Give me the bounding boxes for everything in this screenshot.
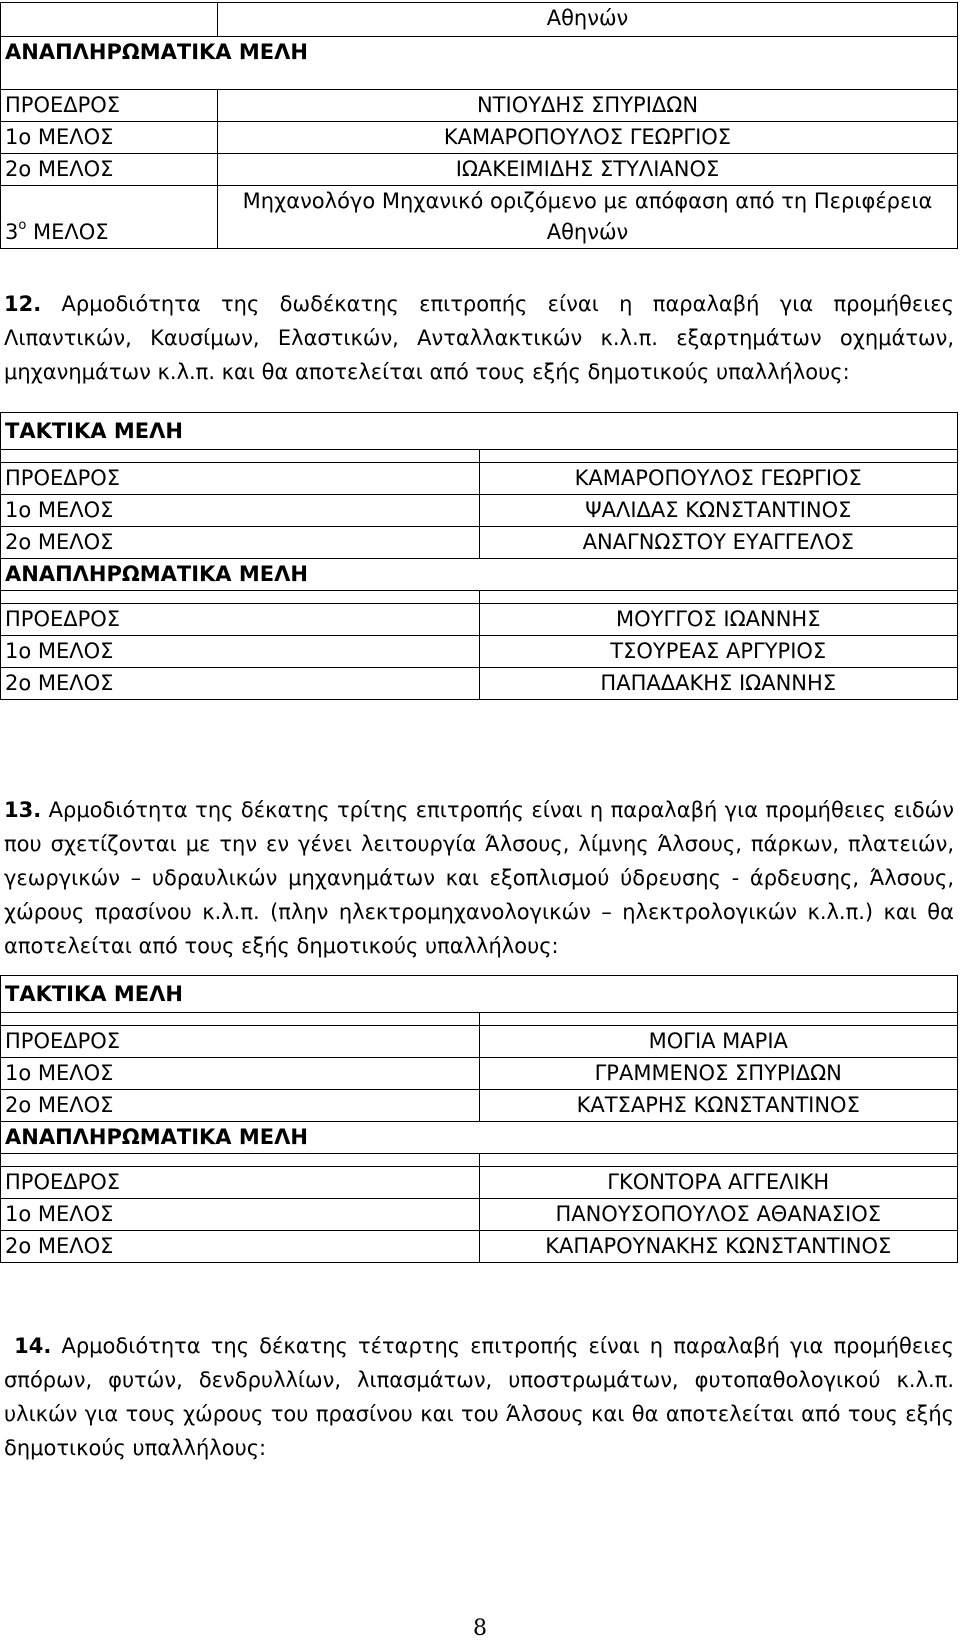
top-committee-table [0,2,958,249]
name-cell: ΙΩΑΚΕΙΜΙΔΗΣ ΣΤΥΛΙΑΝΟΣ [218,154,958,186]
role-cell: 2ο ΜΕΛΟΣ [1,668,480,700]
regular-members-header: ΤΑΚΤΙΚΑ ΜΕΛΗ [1,976,958,1013]
role-cell: ΠΡΟΕΔΡΟΣ [1,90,218,122]
role-cell: 1ο ΜΕΛΟΣ [1,1058,480,1090]
section-12-committee-table [0,412,958,700]
alternate-members-header: ΑΝΑΠΛΗΡΩΜΑΤΙΚΑ ΜΕΛΗ [1,559,958,591]
continued-text: Αθηνών [218,3,958,37]
name-cell: ΜΟΥΓΓΟΣ ΙΩΑΝΝΗΣ [479,604,958,636]
regular-members-header: ΤΑΚΤΙΚΑ ΜΕΛΗ [1,413,958,450]
role-cell: 1ο ΜΕΛΟΣ [1,1199,480,1231]
section-14-paragraph [4,1329,954,1465]
empty-cell [1,3,218,37]
section-number: 13. [4,798,42,822]
role-cell: 1ο ΜΕΛΟΣ [1,122,218,154]
section-text: Αρμοδιότητα της δωδέκατης επιτροπής είναι η παραλαβή για προμήθειες Λιπαντικών, Καυσίμων, Ελαστικών, Ανταλλακτικών κ.λ.π. εξαρτημάτων οχημάτων, μηχανημάτων κ.λ.π. και θα αποτελείται από τους εξής δημοτικούς υπαλλήλους: [4,292,954,384]
role-cell: ΠΡΟΕΔΡΟΣ [1,1167,480,1199]
section-13-committee-table [0,975,958,1263]
name-cell: ΝΤΙΟΥΔΗΣ ΣΠΥΡΙΔΩΝ [218,90,958,122]
section-text: Αρμοδιότητα της δέκατης τρίτης επιτροπής είναι η παραλαβή για προμήθειες ειδών που σχετίζονται με την εν γένει λειτουργία Άλσους, λίμνης Άλσους, πάρκων, πλατειών, γεωργικών – υδραυλικών μηχανημάτων και εξοπλισμού ύδρευσης - άρδευσης, Άλσους, χώρους πρασίνου κ.λ.π. (πλην ηλεκτρομηχανολογικών – ηλεκτρολογικών κ.λ.π.) και θα αποτελείται από τους εξής δημοτικούς υπαλλήλους: [4,798,954,958]
alternate-members-header: ΑΝΑΠΛΗΡΩΜΑΤΙΚΑ ΜΕΛΗ [1,1122,958,1154]
name-cell: ΚΑΜΑΡΟΠΟΥΛΟΣ ΓΕΩΡΓΙΟΣ [479,463,958,495]
name-cell: ΑΝΑΓΝΩΣΤΟΥ ΕΥΑΓΓΕΛΟΣ [479,527,958,559]
name-cell: ΤΣΟΥΡΕΑΣ ΑΡΓΥΡΙΟΣ [479,636,958,668]
name-cell: ΚΑΜΑΡΟΠΟΥΛΟΣ ΓΕΩΡΓΙΟΣ [218,122,958,154]
role-cell: 2ο ΜΕΛΟΣ [1,154,218,186]
section-text: Αρμοδιότητα της δέκατης τέταρτης επιτροπής είναι η παραλαβή για προμήθειες σπόρων, φυτών, δενδρυλλίων, λιπασμάτων, υποστρωμάτων, φυτοπαθολογικού κ.λ.π. υλικών για τους χώρους του πρασίνου και του Άλσους και θα αποτελείται από τους εξής δημοτικούς υπαλλήλους: [4,1334,954,1460]
name-cell: ΓΡΑΜΜΕΝΟΣ ΣΠΥΡΙΔΩΝ [479,1058,958,1090]
third-member-description: Μηχανολόγο Μηχανικό οριζόμενο με απόφαση από τη Περιφέρεια Αθηνών [218,186,958,249]
page-number: 8 [473,1616,487,1641]
section-number: 14. [14,1334,52,1358]
role-cell: 2ο ΜΕΛΟΣ [1,1231,480,1263]
name-cell: ΚΑΤΣΑΡΗΣ ΚΩΝΣΤΑΝΤΙΝΟΣ [479,1090,958,1122]
role-cell: 1ο ΜΕΛΟΣ [1,495,480,527]
name-cell: ΜΟΓΙΑ ΜΑΡΙΑ [479,1026,958,1058]
role-cell: ΠΡΟΕΔΡΟΣ [1,1026,480,1058]
alternate-members-header: ΑΝΑΠΛΗΡΩΜΑΤΙΚΑ ΜΕΛΗ [1,37,958,90]
role-cell: 1ο ΜΕΛΟΣ [1,636,480,668]
name-cell: ΚΑΠΑΡΟΥΝΑΚΗΣ ΚΩΝΣΤΑΝΤΙΝΟΣ [479,1231,958,1263]
name-cell: ΓΚΟΝΤΟΡΑ ΑΓΓΕΛΙΚΗ [479,1167,958,1199]
section-12-paragraph [4,287,954,389]
role-cell: 2ο ΜΕΛΟΣ [1,527,480,559]
role-cell: ΠΡΟΕΔΡΟΣ [1,463,480,495]
section-number: 12. [4,292,42,316]
name-cell: ΠΑΠΑΔΑΚΗΣ ΙΩΑΝΝΗΣ [479,668,958,700]
name-cell: ΨΑΛΙΔΑΣ ΚΩΝΣΤΑΝΤΙΝΟΣ [479,495,958,527]
section-13-paragraph [4,793,954,963]
name-cell: ΠΑΝΟΥΣΟΠΟΥΛΟΣ ΑΘΑΝΑΣΙΟΣ [479,1199,958,1231]
role-cell: ΠΡΟΕΔΡΟΣ [1,604,480,636]
role-cell: 2ο ΜΕΛΟΣ [1,1090,480,1122]
third-member-role: $3^o$ ΜΕΛΟΣ [1,186,218,249]
